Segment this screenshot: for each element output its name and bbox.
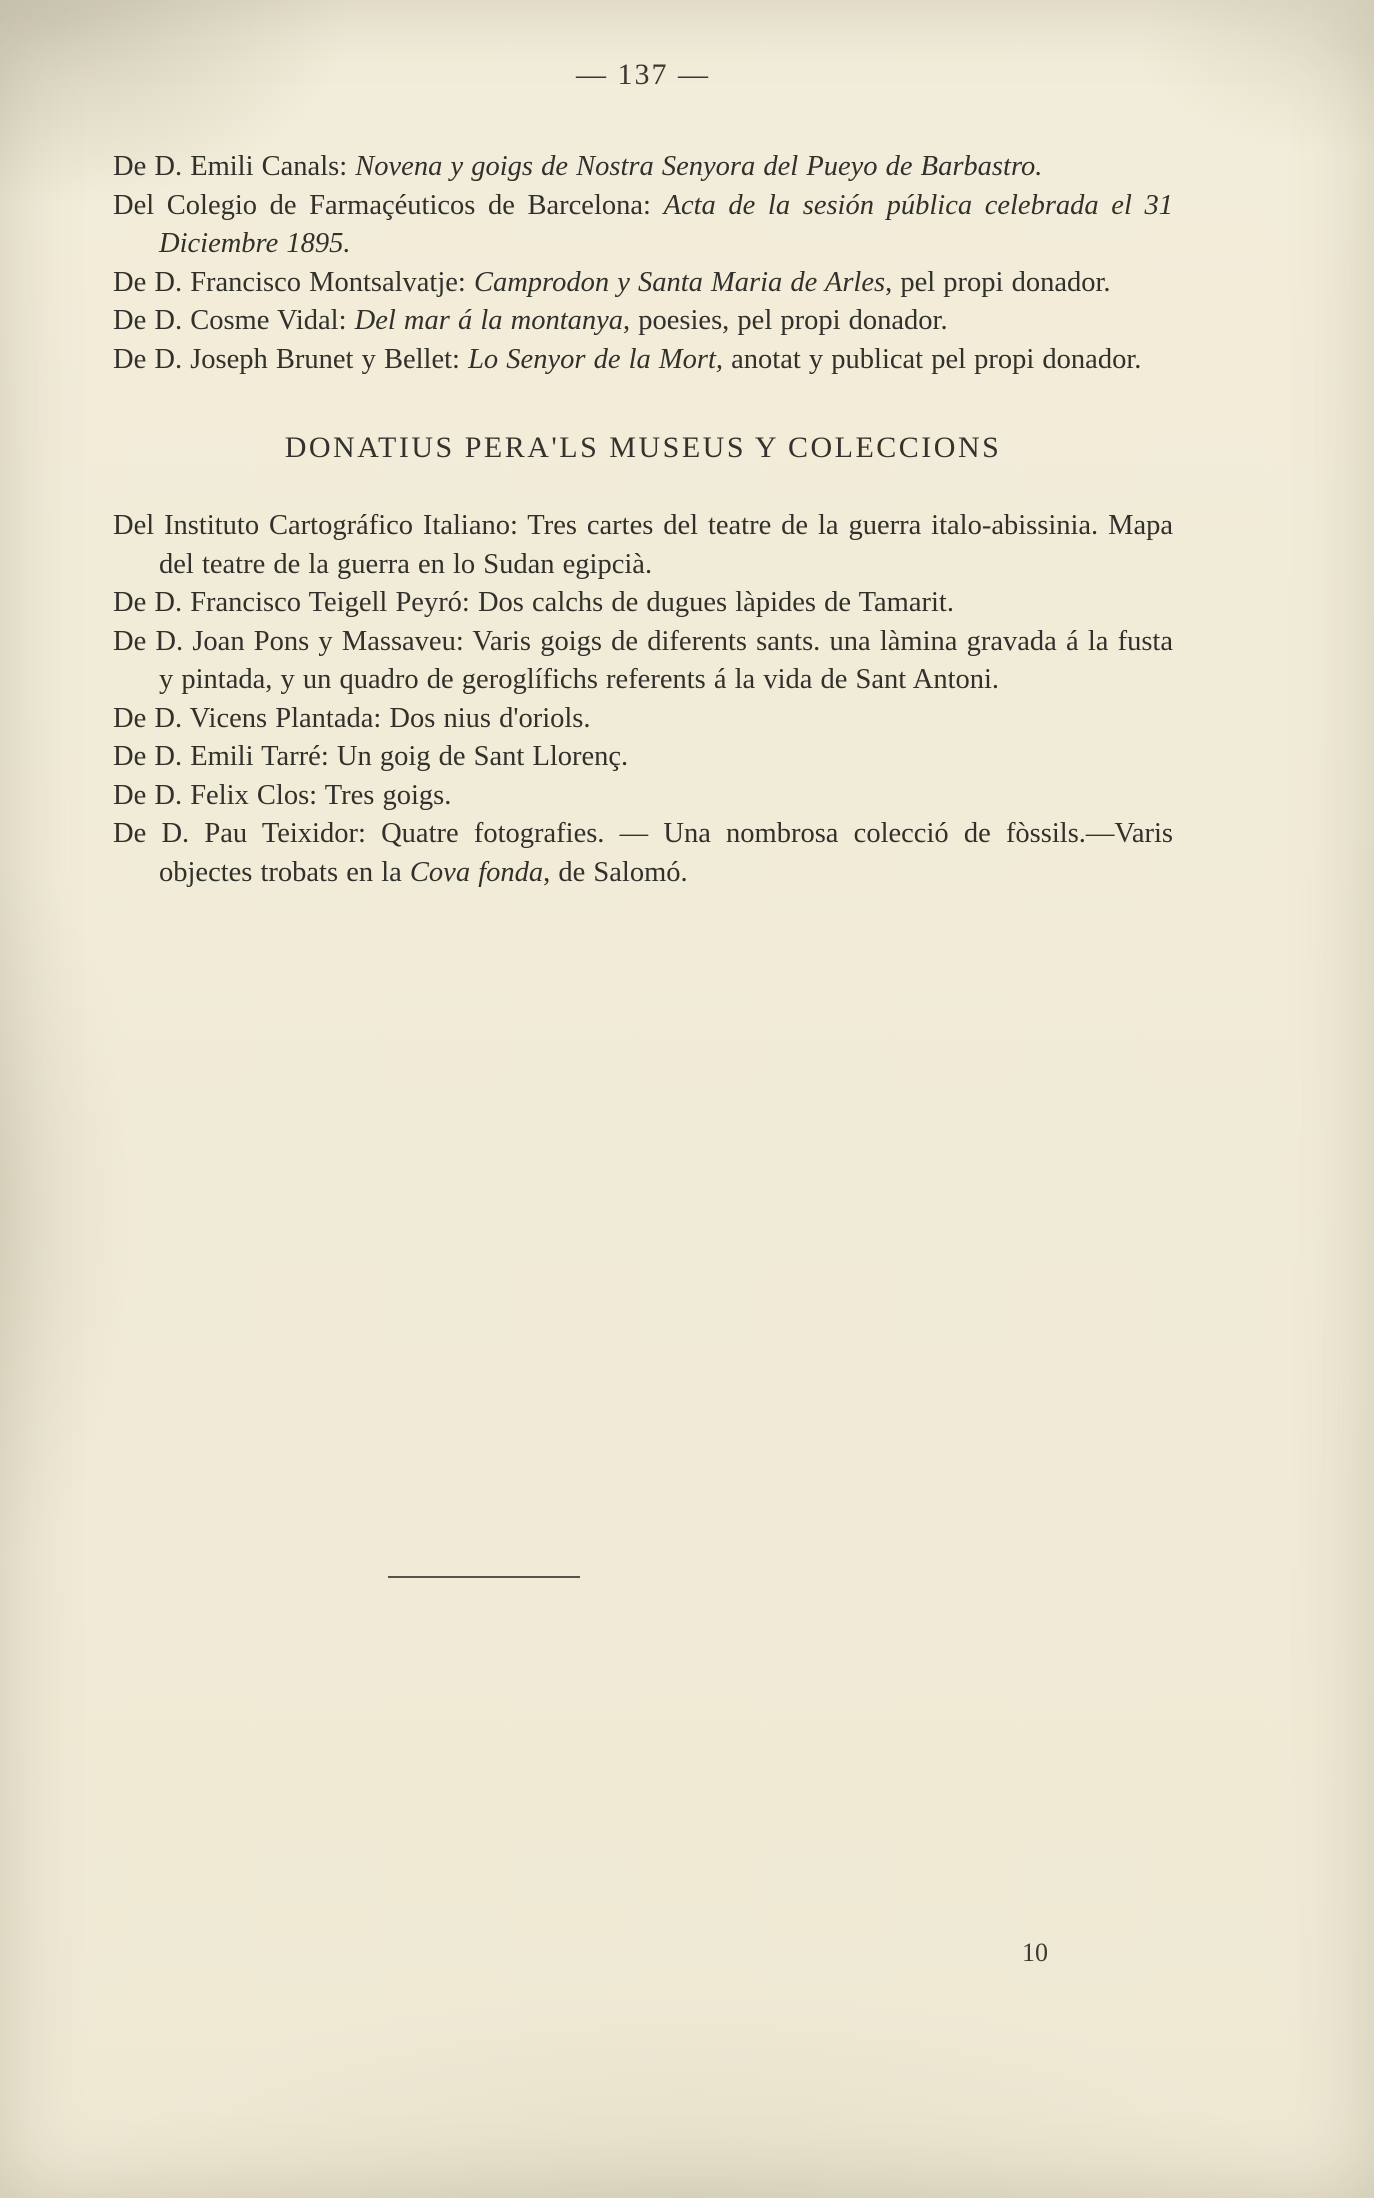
entry-title-italic: Acta de la sesión pública celebrada el 31 Diciembre 1895. <box>159 189 1173 259</box>
page-number: — 137 — <box>576 58 710 91</box>
donation-entry <box>113 302 1173 341</box>
donation-entry <box>113 700 1173 739</box>
entry-text: , poesies, pel propi donador. <box>623 305 948 336</box>
entry-text: De D. Emili Tarré: Un goig de Sant Llorenç. <box>113 741 629 772</box>
entry-title-italic: Camprodon y Santa Maria de Arles <box>473 266 886 298</box>
entry-title-italic: Cova fonda <box>409 856 544 888</box>
donation-entry <box>113 584 1173 623</box>
donation-entry <box>113 777 1173 816</box>
entry-text: De D. Felix Clos: Tres goigs. <box>113 779 452 811</box>
donation-entry <box>113 187 1173 264</box>
donation-entry <box>113 815 1173 892</box>
separator-rule <box>388 1576 580 1578</box>
donation-entry <box>113 738 1173 777</box>
donation-entry <box>113 507 1173 584</box>
entry-text: , pel propi donador. <box>885 266 1111 298</box>
signature-mark: 10 <box>1022 1938 1048 1967</box>
text-block <box>113 0 1173 892</box>
entry-title-italic: Novena y goigs de Nostra Senyora del Pueyo de Barbastro. <box>355 151 1043 182</box>
donation-entry <box>113 148 1173 187</box>
donations-list-top <box>113 148 1173 379</box>
donation-entry <box>113 623 1173 700</box>
entry-text: Del Instituto Cartográfico Italiano: Tres cartes del teatre de la guerra italo-abissinia. Mapa del teatre de la guerra en lo Sudan egipcià. <box>113 510 1173 580</box>
entry-text: De D. Cosme Vidal: <box>113 305 355 336</box>
entry-text: , de Salomó. <box>543 856 688 888</box>
entry-text: De D. Francisco Teigell Peyró: Dos calchs de dugues làpides de Tamarit. <box>113 587 954 618</box>
entry-text: De D. Pau Teixidor: Quatre fotografies. — Una nombrosa colecció de fòssils.—Varis objectes trobats en la <box>113 818 1173 888</box>
entry-text: De D. Francisco Montsalvatje: <box>113 266 474 298</box>
entry-text: anotat y publicat pel propi donador. <box>723 343 1142 375</box>
entry-title-italic: Lo Senyor de la Mort, <box>468 343 724 375</box>
entry-title-italic: Del mar á la montanya <box>354 305 624 336</box>
donation-entry <box>113 264 1173 303</box>
entry-text: Del Colegio de Farmaçéuticos de Barcelona: <box>113 189 664 221</box>
entry-text: De D. Vicens Plantada: Dos nius d'oriols. <box>113 702 591 734</box>
entry-text: De D. Joseph Brunet y Bellet: <box>113 343 469 375</box>
entry-text: De D. Emili Canals: <box>113 151 356 182</box>
donation-entry <box>113 341 1173 380</box>
donations-list-museums <box>113 507 1173 892</box>
section-heading: DONATIUS PERA'LS MUSEUS Y COLECCIONS <box>284 431 1002 464</box>
entry-text: De D. Joan Pons y Massaveu: Varis goigs de diferents sants. una làmina gravada á la fusta y pintada, y un quadro de geroglífichs referents á la vida de Sant Antoni. <box>113 625 1173 695</box>
